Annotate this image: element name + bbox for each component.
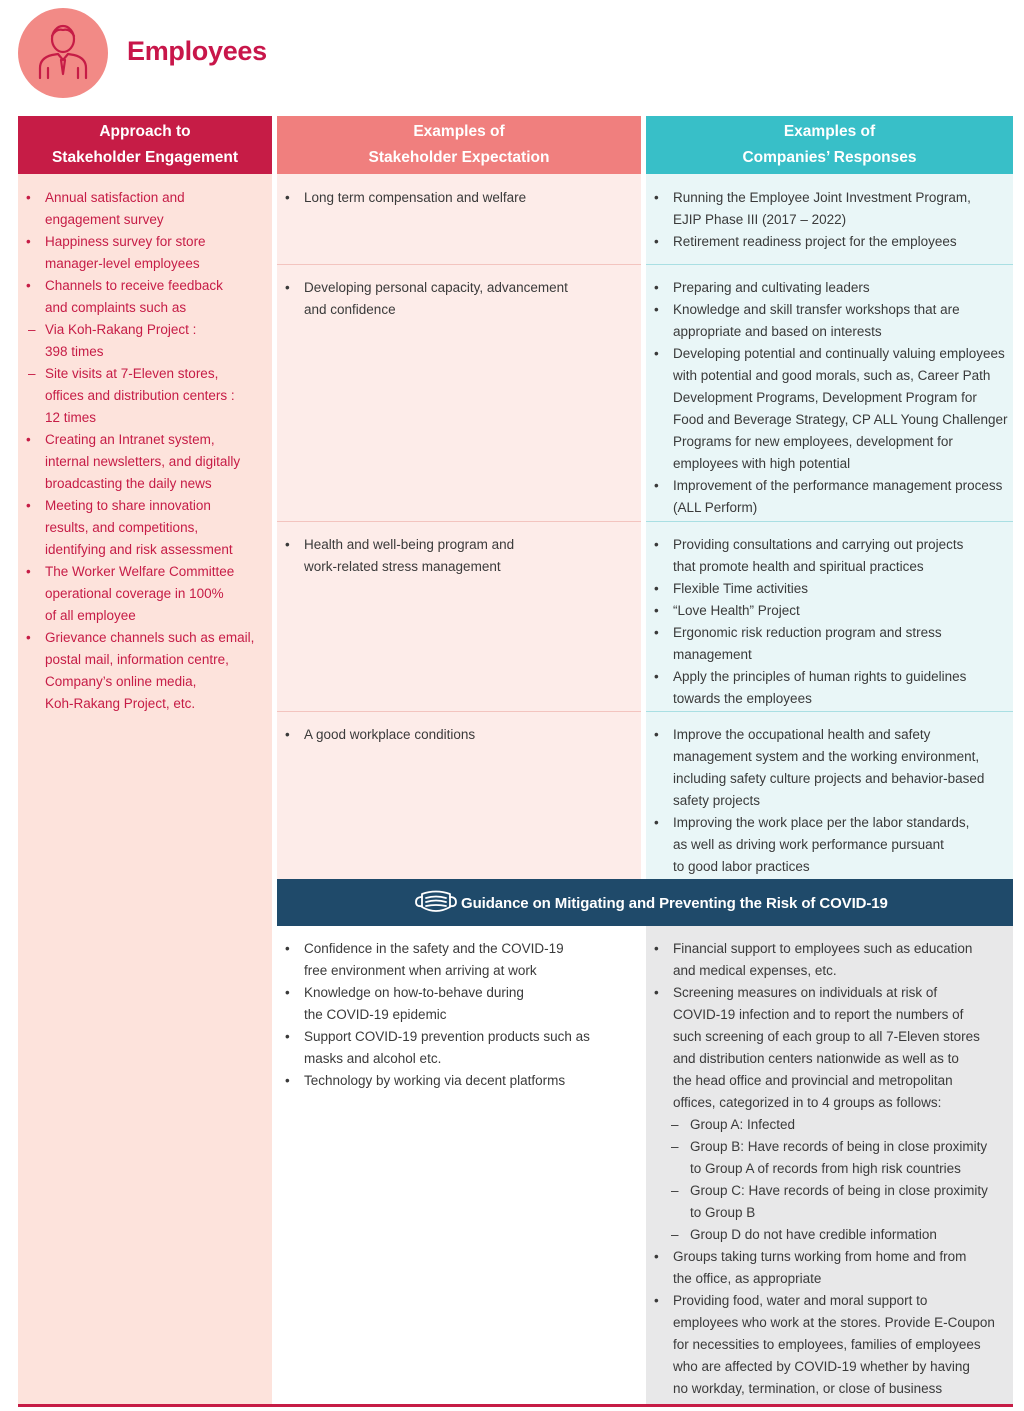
list-item [277, 982, 590, 1026]
list-item-line: • Ergonomic risk reduction program and stress [673, 625, 942, 640]
list-item-line: safety projects [673, 793, 761, 808]
responses-list-row-3 [646, 534, 966, 710]
list-item-line: internal newsletters, and digitally [45, 454, 241, 469]
list-item-line: Development Programs, Development Program for [673, 390, 977, 405]
list-item-line: – Group C: Have records of being in close proximity [690, 1183, 988, 1198]
list-item-line: the office, as appropriate [673, 1271, 822, 1286]
list-item-line: • “Love Health” Project [673, 603, 800, 618]
list-item [646, 1114, 995, 1136]
list-item-line: offices, categorized in to 4 groups as follows: [673, 1095, 942, 1110]
list-item-line: 398 times [45, 344, 104, 359]
list-item [646, 982, 995, 1114]
list-item-line: • Long term compensation and welfare [304, 190, 527, 205]
list-item-line: identifying and risk assessment [45, 542, 233, 557]
list-item-line: EJIP Phase III (2017 – 2022) [673, 212, 847, 227]
list-item-line: – Site visits at 7-Eleven stores, [45, 366, 219, 381]
list-item-line: employees with high potential [673, 456, 851, 471]
list-item [646, 938, 995, 982]
list-item-line: and complaints such as [45, 300, 187, 315]
list-item-line: • Knowledge and skill transfer workshops that are [673, 302, 960, 317]
list-item-line: Programs for new employees, development for [673, 434, 953, 449]
list-item-line: • Channels to receive feedback [45, 278, 223, 293]
list-item-line: who are affected by COVID-19 whether by having [673, 1359, 970, 1374]
header-responses-line1: Examples of [783, 123, 876, 140]
list-item [646, 724, 984, 812]
list-item [646, 231, 971, 253]
list-item-line: (ALL Perform) [673, 500, 758, 515]
row-divider [277, 711, 641, 712]
list-item-line: and medical expenses, etc. [673, 963, 837, 978]
responses-list-row-1 [646, 187, 971, 253]
list-item [18, 495, 254, 561]
list-item-line: of all employee [45, 608, 136, 623]
list-item [277, 1026, 590, 1070]
list-item [18, 561, 254, 627]
list-item [18, 319, 254, 363]
approach-list [18, 187, 254, 715]
list-item [18, 231, 254, 275]
list-item-line: such screening of each group to all 7-Eleven stores [673, 1029, 980, 1044]
employee-person-icon [18, 8, 108, 98]
list-item [646, 1246, 995, 1290]
list-item [18, 627, 254, 715]
list-item-line: • Confidence in the safety and the COVID-19 [304, 941, 564, 956]
responses-list-row-4 [646, 724, 984, 878]
list-item-line: • Technology by working via decent platforms [304, 1073, 566, 1088]
list-item [18, 275, 254, 319]
list-item-line: postal mail, information centre, [45, 652, 229, 667]
list-item [646, 1136, 995, 1180]
list-item [277, 534, 514, 578]
list-item-line: • Preparing and cultivating leaders [673, 280, 870, 295]
list-item-line: • Running the Employee Joint Investment Program, [673, 190, 971, 205]
list-item-line: • Knowledge on how-to-behave during [304, 985, 524, 1000]
list-item-line: • Retirement readiness project for the employees [673, 234, 957, 249]
list-item-line: – Group A: Infected [690, 1117, 796, 1132]
list-item-line: engagement survey [45, 212, 164, 227]
list-item [277, 277, 568, 321]
header-responses-line2: Companies’ Responses [742, 149, 917, 166]
list-item-line: towards the employees [673, 691, 812, 706]
list-item [277, 1070, 590, 1092]
covid-expectation-list [277, 938, 590, 1092]
list-item [646, 1290, 995, 1400]
list-item-line: – Group D do not have credible information [690, 1227, 937, 1242]
list-item-line: • Improving the work place per the labor standards, [673, 815, 970, 830]
list-item-line: • Annual satisfaction and [45, 190, 185, 205]
list-item [277, 938, 590, 982]
list-item [18, 363, 254, 429]
list-item-line: management system and the working environment, [673, 749, 980, 764]
list-item-line: with potential and good morals, such as, Career Path [673, 368, 991, 383]
list-item-line: work-related stress management [304, 559, 501, 574]
list-item-line: – Via Koh-Rakang Project : [45, 322, 197, 337]
list-item [646, 600, 966, 622]
list-item [646, 622, 966, 666]
header-responses [646, 116, 1013, 174]
expectation-list-row-3 [277, 534, 514, 578]
list-item [646, 666, 966, 710]
list-item-line: – Group B: Have records of being in close proximity [690, 1139, 988, 1154]
list-item-line: • Groups taking turns working from home and from [673, 1249, 967, 1264]
list-item-line: Company’s online media, [45, 674, 197, 689]
covid-section-header [277, 879, 1013, 926]
list-item-line: • Meeting to share innovation [45, 498, 211, 513]
list-item-line: operational coverage in 100% [45, 586, 224, 601]
row-divider [277, 521, 641, 522]
list-item-line: and distribution centers nationwide as well as to [673, 1051, 959, 1066]
list-item [18, 187, 254, 231]
list-item-line: • Improve the occupational health and safety [673, 727, 931, 742]
bottom-rule [18, 1404, 1013, 1407]
list-item-line: as well as driving work performance pursuant [673, 837, 944, 852]
list-item-line: employees who work at the stores. Provide E-Coupon [673, 1315, 995, 1330]
list-item-line: • Flexible Time activities [673, 581, 809, 596]
list-item [277, 187, 526, 209]
list-item-line: manager-level employees [45, 256, 200, 271]
expectation-list-row-4 [277, 724, 475, 746]
expectation-list-row-1 [277, 187, 526, 209]
page-title: Employees [127, 36, 267, 66]
list-item-line: • Creating an Intranet system, [45, 432, 215, 447]
list-item-line: • Screening measures on individuals at risk of [673, 985, 938, 1000]
face-mask-icon [414, 887, 458, 917]
list-item-line: to good labor practices [673, 859, 810, 874]
list-item-line: • Happiness survey for store [45, 234, 206, 249]
list-item-line: COVID-19 infection and to report the numbers of [673, 1007, 964, 1022]
list-item-line: • Support COVID-19 prevention products such as [304, 1029, 590, 1044]
list-item-line: free environment when arriving at work [304, 963, 537, 978]
header-expectation-line2: Stakeholder Expectation [368, 149, 550, 166]
list-item [277, 724, 475, 746]
covid-section-title: Guidance on Mitigating and Preventing the Risk of COVID-19 [461, 895, 888, 912]
list-item-line: management [673, 647, 752, 662]
list-item-line: Food and Beverage Strategy, CP ALL Young Challenger [673, 412, 1008, 427]
list-item [646, 277, 1008, 299]
list-item-line: • Improvement of the performance management process [673, 478, 1003, 493]
expectation-list-row-2 [277, 277, 568, 321]
list-item [18, 429, 254, 495]
row-divider [277, 264, 641, 265]
header-approach-line2: Stakeholder Engagement [51, 149, 239, 166]
list-item-line: the head office and provincial and metropolitan [673, 1073, 953, 1088]
list-item-line: • A good workplace conditions [304, 727, 476, 742]
row-divider [646, 521, 1013, 522]
header-approach-line1: Approach to [99, 123, 191, 140]
list-item-line: that promote health and spiritual practices [673, 559, 924, 574]
list-item-line: appropriate and based on interests [673, 324, 882, 339]
list-item-line: • Grievance channels such as email, [45, 630, 255, 645]
list-item-line: • The Worker Welfare Committee [45, 564, 235, 579]
list-item [646, 1180, 995, 1224]
list-item-line: broadcasting the daily news [45, 476, 212, 491]
row-divider [646, 264, 1013, 265]
list-item [646, 343, 1008, 475]
header-approach [18, 116, 272, 174]
list-item-line: the COVID-19 epidemic [304, 1007, 447, 1022]
list-item-line: Koh-Rakang Project, etc. [45, 696, 196, 711]
list-item-line: • Providing consultations and carrying out projects [673, 537, 964, 552]
list-item-line: for necessities to employees, families of employees [673, 1337, 981, 1352]
list-item-line: • Developing potential and continually valuing employees [673, 346, 1005, 361]
list-item-line: including safety culture projects and behavior-based [673, 771, 985, 786]
header-expectation [277, 116, 641, 174]
covid-responses-list [646, 938, 995, 1400]
list-item-line: • Apply the principles of human rights to guidelines [673, 669, 967, 684]
list-item [646, 299, 1008, 343]
list-item [646, 812, 984, 878]
list-item-line: • Developing personal capacity, advancement [304, 280, 568, 295]
list-item [646, 475, 1008, 519]
list-item-line: • Health and well-being program and [304, 537, 515, 552]
list-item-line: • Financial support to employees such as education [673, 941, 973, 956]
list-item-line: no workday, termination, or close of business [673, 1381, 943, 1396]
list-item-line: and confidence [304, 302, 396, 317]
list-item-line: to Group B [690, 1205, 756, 1220]
list-item-line: 12 times [45, 410, 97, 425]
list-item [646, 187, 971, 231]
list-item-line: results, and competitions, [45, 520, 199, 535]
list-item-line: masks and alcohol etc. [304, 1051, 442, 1066]
list-item-line: • Providing food, water and moral support to [673, 1293, 928, 1308]
responses-list-row-2 [646, 277, 1008, 519]
list-item-line: offices and distribution centers : [45, 388, 235, 403]
list-item [646, 534, 966, 578]
list-item [646, 1224, 995, 1246]
list-item-line: to Group A of records from high risk countries [690, 1161, 961, 1176]
list-item [646, 578, 966, 600]
header-expectation-line1: Examples of [413, 123, 505, 140]
row-divider [646, 711, 1013, 712]
